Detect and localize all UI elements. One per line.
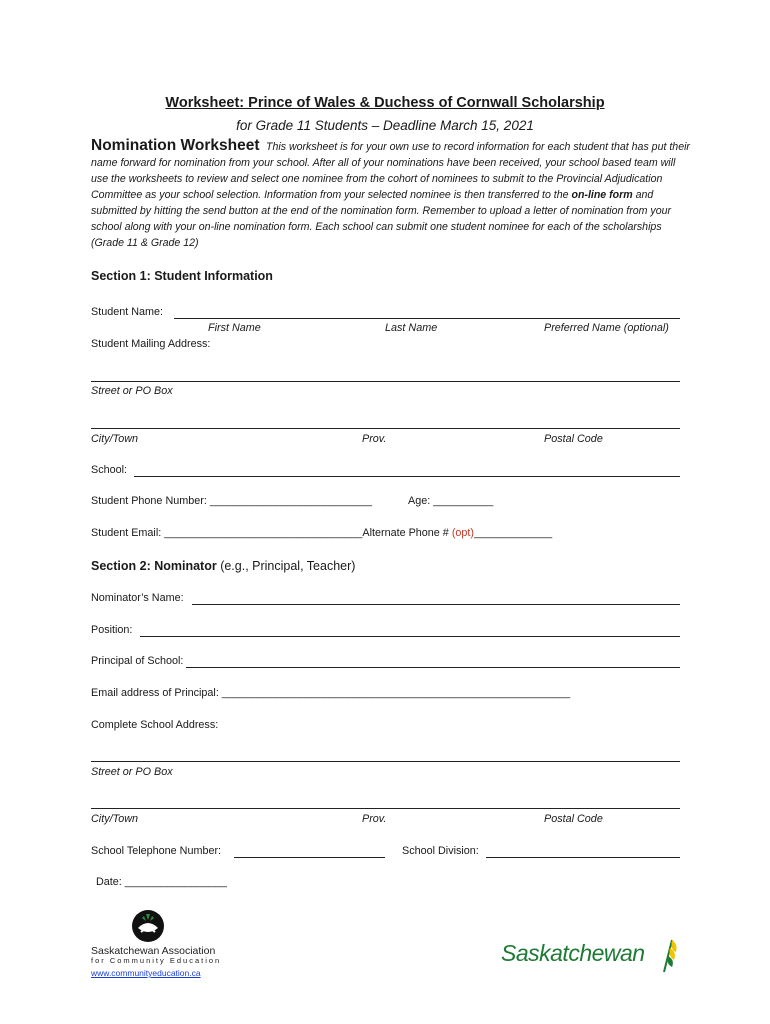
sace-website-link[interactable]: www.communityeducation.ca — [91, 968, 201, 978]
student-street-line[interactable] — [91, 381, 680, 382]
last-name-caption: Last Name — [385, 322, 438, 334]
school-street-caption: Street or PO Box — [91, 766, 173, 778]
sace-subtitle: for Community Education — [91, 956, 222, 965]
school-phone-label: School Telephone Number: — [91, 845, 222, 857]
opt-badge: (opt) — [451, 527, 475, 539]
age-label[interactable]: Age: __________ — [408, 495, 494, 507]
saskatchewan-logo-text: Saskatchewan — [501, 940, 645, 966]
page-title: Worksheet: Prince of Wales & Duchess of Cornwall Scholarship — [165, 95, 605, 111]
school-address-label: Complete School Address: — [91, 719, 219, 731]
student-city-line[interactable] — [91, 428, 680, 429]
preferred-name-caption: Preferred Name (optional) — [544, 322, 669, 334]
wheat-icon — [658, 934, 684, 974]
intro-paragraph — [91, 139, 691, 251]
saskatchewan-logo — [501, 940, 645, 967]
school-division-line[interactable] — [486, 857, 680, 858]
student-city-caption: City/Town — [91, 433, 139, 445]
school-street-line[interactable] — [91, 761, 680, 762]
school-division-label: School Division: — [402, 845, 479, 857]
alt-phone-blank: _____________ — [474, 527, 553, 539]
nominator-name-label: Nominator’s Name: — [91, 592, 184, 604]
principal-email-label[interactable]: Email address of Principal: __________________________________________________________ — [91, 687, 571, 699]
position-line[interactable] — [140, 636, 680, 637]
nominator-name-line[interactable] — [192, 604, 680, 605]
nomination-worksheet-heading: Nomination Worksheet — [91, 137, 260, 154]
student-street-caption: Street or PO Box — [91, 385, 173, 397]
student-phone-label[interactable]: Student Phone Number: ___________________________ — [91, 495, 372, 507]
school-city-caption: City/Town — [91, 813, 139, 825]
section1-heading: Section 1: Student Information — [91, 269, 273, 283]
school-postal-caption: Postal Code — [544, 813, 603, 825]
school-line[interactable] — [134, 476, 680, 477]
student-email-text: Student Email: _________________________________Alternate Phone # — [91, 527, 452, 539]
student-email-label[interactable] — [91, 527, 552, 539]
section2-heading-bold: Section 2: Nominator — [91, 559, 217, 573]
principal-line[interactable] — [186, 667, 680, 668]
position-label: Position: — [91, 624, 133, 636]
mailing-address-label: Student Mailing Address: — [91, 338, 211, 350]
section2-heading-plain: (e.g., Principal, Teacher) — [216, 559, 356, 573]
school-label: School: — [91, 464, 128, 476]
first-name-caption: First Name — [208, 322, 261, 334]
online-form-text: on-line form — [571, 189, 633, 201]
intro-text-1: This worksheet is for your own use to record information for each student that has put their name forward for nomination from your school. After all of your nominations have been received, your school based team will use the worksheets to review and select one nominee from the cohort of nominees to submit to the Provincial Adjudication Committee as your school selection. Information from your selected nominee is then transferred to the — [91, 141, 690, 201]
student-prov-caption: Prov. — [362, 433, 387, 445]
school-city-line[interactable] — [91, 808, 680, 809]
principal-label: Principal of School: — [91, 655, 184, 667]
date-label[interactable]: Date: _________________ — [96, 876, 227, 888]
page-subtitle: for Grade 11 Students – Deadline March 15, 2021 — [236, 118, 534, 133]
school-phone-line[interactable] — [234, 857, 385, 858]
student-name-label: Student Name: — [91, 306, 164, 318]
student-postal-caption: Postal Code — [544, 433, 603, 445]
section2-heading — [91, 559, 355, 573]
intro-text-2: and submitted by hitting the send button at the end of the nomination form. Remember to upload a letter of nomination from your school along with your on-line nomination form. Each school can submit one student nominee for each of the scholarships (Grade 11 & Grade 12) — [91, 189, 672, 249]
school-prov-caption: Prov. — [362, 813, 387, 825]
sace-name: Saskatchewan Association — [91, 945, 216, 957]
student-name-line[interactable] — [174, 318, 680, 319]
